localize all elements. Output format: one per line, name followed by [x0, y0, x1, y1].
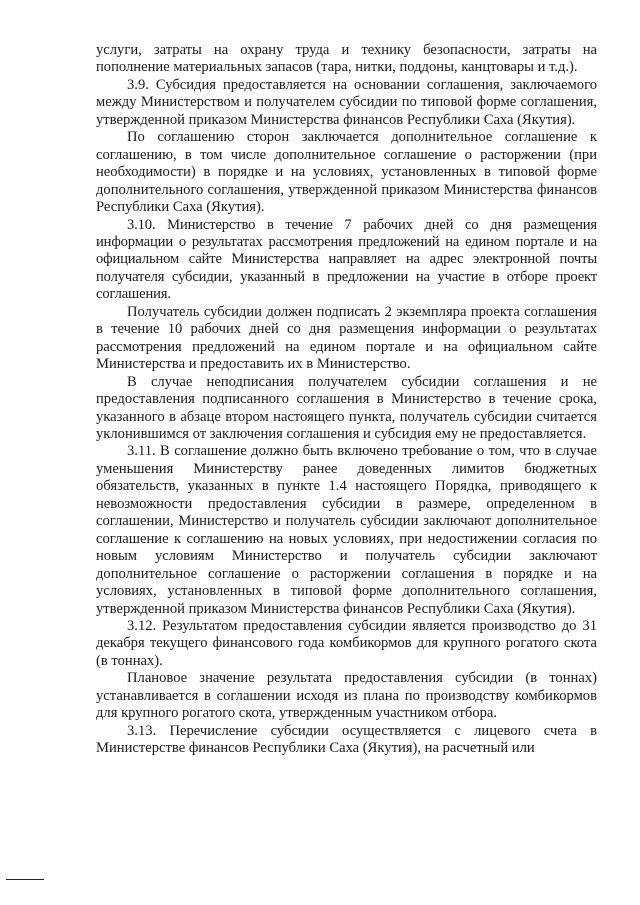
paragraph-3-13: 3.13. Перечисление субсидии осуществляется с лицевого счета в Министерстве финансов Республики Саха (Якутия), на расчетный или — [96, 722, 597, 757]
paragraph-3-10: 3.10. Министерство в течение 7 рабочих дней со дня размещения информации о результатах рассмотрения предложений на едином портале и на официальном сайте Министерства направляет на адрес электронной почты получателя субсидии, указанный в предложении на участие в отборе проект соглашения. — [96, 216, 597, 303]
paragraph-planned-value: Плановое значение результата предоставления субсидии (в тоннах) устанавливается в соглашении исходя из плана по производству комбикормов для крупного рогатого скота, утвержденным участником отбора. — [96, 670, 597, 722]
paragraph-3-12: 3.12. Результатом предоставления субсидии является производство до 31 декабря текущего финансового года комбикормов для крупного рогатого скота (в тоннах). — [96, 617, 597, 669]
paragraph-signing: Получатель субсидии должен подписать 2 экземпляра проекта соглашения в течение 10 рабочих дней со дня размещения информации о результатах рассмотрения предложений на едином портале и на официальном сайте Министерства и предоставить их в Министерство. — [96, 303, 597, 373]
paragraph-non-signing: В случае неподписания получателем субсидии соглашения и не предоставления подписанного соглашения в Министерство в течение срока, указанного в абзаце втором настоящего пункта, получатель субсидии считается уклонившимся от заключения соглашения и субсидия ему не предоставляется. — [96, 373, 597, 442]
footer-rule — [6, 879, 44, 880]
document-page — [96, 42, 597, 758]
paragraph-additional-agreement: По соглашению сторон заключается дополнительное соглашение к соглашению, в том числе дополнительное соглашение о расторжении (при необходимости) в порядке и на условиях, установленных в типовой форме дополнительного соглашения, утвержденной приказом Министерства финансов Республики Саха (Якутия). — [96, 129, 597, 216]
paragraph-3-11: 3.11. В соглашение должно быть включено требование о том, что в случае уменьшения Министерству ранее доведенных лимитов бюджетных обязательств, указанных в пункте 1.4 настоящего Порядка, приводящего к невозможности предоставления субсидии в размере, определенном в соглашении, Министерство и получатель субсидии заключают дополнительное соглашение к соглашению на новых условиях, при недостижении согласия по новым условиям Министерство и получатель субсидии заключают дополнительное соглашение о расторжении соглашения в порядке и на условиях, установленных в типовой форме дополнительного соглашения, утвержденной приказом Министерства финансов Республики Саха (Якутия). — [96, 443, 597, 617]
paragraph-3-9: 3.9. Субсидия предоставляется на основании соглашения, заключаемого между Министерством и получателем субсидии по типовой форме соглашения, утвержденной приказом Министерства финансов Республики Саха (Якутия). — [96, 76, 597, 128]
paragraph-continuation: услуги, затраты на охрану труда и технику безопасности, затраты на пополнение материальных запасов (тара, нитки, поддоны, канцтовары и т.д.). — [96, 42, 597, 76]
